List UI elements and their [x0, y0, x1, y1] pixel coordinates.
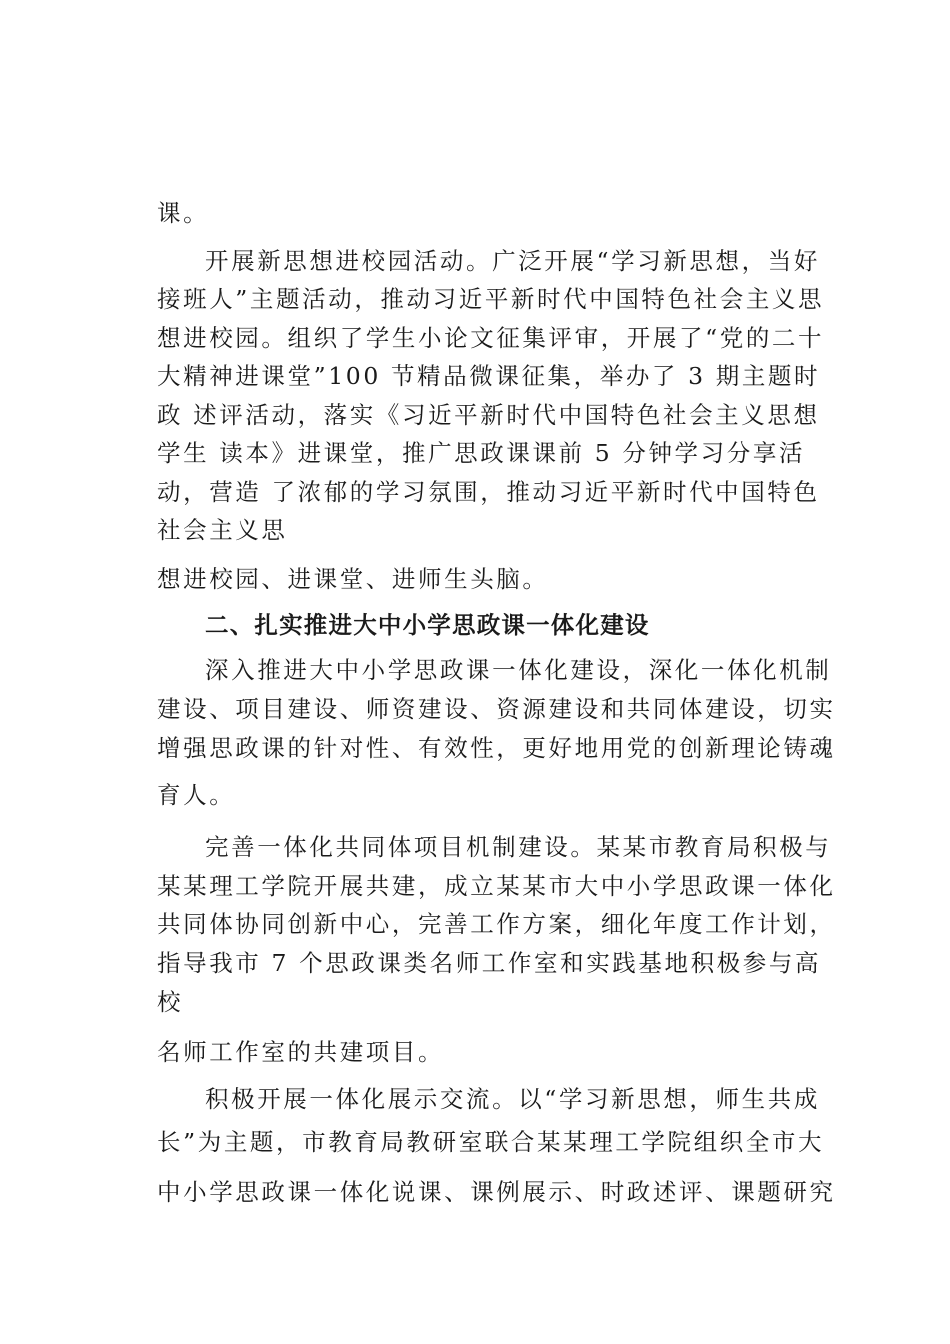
paragraph-line: 名师工作室的共建项目。 — [157, 1038, 445, 1066]
paragraph-line: 增强思政课的针对性、有效性，更好地用党的创新理论铸魂 — [157, 734, 836, 762]
paragraph-line: 社会主义思 — [157, 516, 288, 544]
paragraph-line: 指导我市 7 个思政课类名师工作室和实践基地积极参与高 — [157, 949, 822, 977]
paragraph-line: 想进校园、进课堂、进师生头脑。 — [157, 565, 549, 593]
paragraph-line: 育人。 — [157, 781, 236, 809]
paragraph-line: 某某理工学院开展共建，成立某某市大中小学思政课一体化 — [157, 872, 836, 900]
paragraph-line: 完善一体化共同体项目机制建设。某某市教育局积极与 — [205, 833, 832, 861]
paragraph-line: 学生 读本》进课堂，推广思政课课前 5 分钟学习分享活 — [157, 439, 806, 467]
paragraph-line: 积极开展一体化展示交流。以“学习新思想，师生共成 — [205, 1085, 820, 1113]
paragraph-line: 接班人”主题活动，推动习近平新时代中国特色社会主义思 — [157, 285, 825, 313]
section-heading: 二、扎实推进大中小学思政课一体化建设 — [205, 611, 650, 639]
paragraph-line: 中小学思政课一体化说课、课例展示、时政述评、课题研究 — [157, 1178, 836, 1206]
paragraph-line: 开展新思想进校园活动。广泛开展“学习新思想，当好 — [205, 247, 820, 275]
paragraph-line: 建设、项目建设、师资建设、资源建设和共同体建设，切实 — [157, 695, 836, 723]
paragraph-line: 课。 — [157, 199, 210, 227]
paragraph-line: 动，营造 了浓郁的学习氛围，推动习近平新时代中国特色 — [157, 478, 820, 506]
paragraph-line: 长”为主题，市教育局教研室联合某某理工学院组织全市大 — [157, 1128, 825, 1156]
paragraph-line: 想进校园。组织了学生小论文征集评审，开展了“党的二十 — [157, 324, 825, 352]
paragraph-line: 共同体协同创新中心，完善工作方案，细化年度工作计划， — [157, 910, 836, 938]
paragraph-line: 大精神进课堂”100 节精品微课征集，举办了 3 期主题时 — [157, 362, 821, 390]
paragraph-line: 校 — [157, 988, 184, 1016]
paragraph-line: 政 述评活动，落实《习近平新时代中国特色社会主义思想 — [157, 401, 820, 429]
paragraph-line: 深入推进大中小学思政课一体化建设，深化一体化机制 — [205, 656, 832, 684]
